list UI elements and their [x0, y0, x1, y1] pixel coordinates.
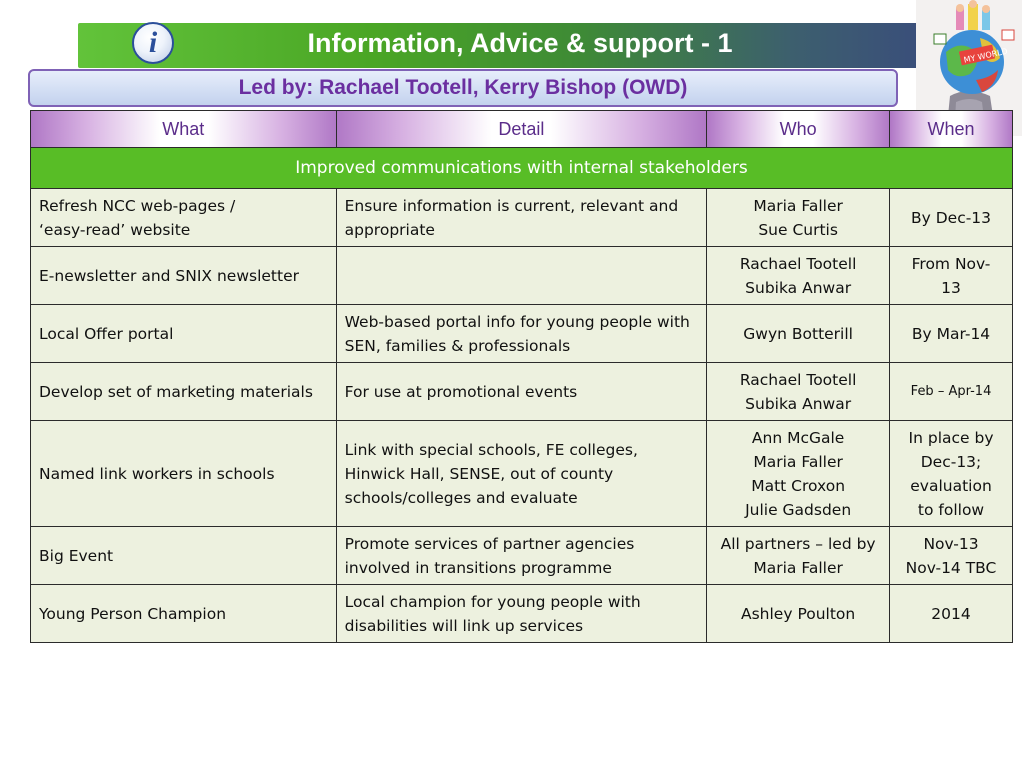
info-icon: i	[132, 22, 174, 64]
cell-who: Rachael Tootell Subika Anwar	[707, 363, 890, 421]
cell-detail: Promote services of partner agencies involved in transitions programme	[336, 527, 707, 585]
cell-detail: For use at promotional events	[336, 363, 707, 421]
cell-what: Refresh NCC web-pages / ‘easy-read’ website	[31, 189, 337, 247]
cell-who: Rachael Tootell Subika Anwar	[707, 247, 890, 305]
cell-detail: Ensure information is current, relevant and appropriate	[336, 189, 707, 247]
action-plan-table	[30, 110, 1013, 643]
cell-when: By Mar-14	[890, 305, 1013, 363]
table-row	[31, 189, 1013, 247]
table-row	[31, 305, 1013, 363]
cell-who: Maria Faller Sue Curtis	[707, 189, 890, 247]
cell-what: Named link workers in schools	[31, 421, 337, 527]
led-by-bar: Led by: Rachael Tootell, Kerry Bishop (OWD)	[28, 69, 898, 107]
cell-when: Feb – Apr-14	[890, 363, 1013, 421]
table-row	[31, 527, 1013, 585]
column-header-what: What	[31, 111, 337, 148]
column-header-when: When	[890, 111, 1013, 148]
section-title: Improved communications with internal stakeholders	[31, 148, 1013, 189]
table-row	[31, 247, 1013, 305]
cell-what: Big Event	[31, 527, 337, 585]
cell-what: E-newsletter and SNIX newsletter	[31, 247, 337, 305]
globe-caption: MY WORLD	[962, 46, 1009, 65]
cell-what: Local Offer portal	[31, 305, 337, 363]
table-row	[31, 585, 1013, 643]
cell-who: Gwyn Botterill	[707, 305, 890, 363]
cell-detail	[336, 247, 707, 305]
cell-what: Young Person Champion	[31, 585, 337, 643]
cell-when: 2014	[890, 585, 1013, 643]
column-header-who: Who	[707, 111, 890, 148]
cell-detail: Web-based portal info for young people with SEN, families & professionals	[336, 305, 707, 363]
table-row	[31, 421, 1013, 527]
cell-who: All partners – led by Maria Faller	[707, 527, 890, 585]
table-header-row	[31, 111, 1013, 148]
cell-when: By Dec-13	[890, 189, 1013, 247]
cell-detail: Local champion for young people with disabilities will link up services	[336, 585, 707, 643]
cell-detail: Link with special schools, FE colleges, Hinwick Hall, SENSE, out of county schools/colleges and evaluate	[336, 421, 707, 527]
column-header-detail: Detail	[336, 111, 707, 148]
cell-who: Ashley Poulton	[707, 585, 890, 643]
cell-when: Nov-13 Nov-14 TBC	[890, 527, 1013, 585]
table-row	[31, 363, 1013, 421]
cell-who: Ann McGale Maria Faller Matt Croxon Julie Gadsden	[707, 421, 890, 527]
cell-when: In place by Dec-13; evaluation to follow	[890, 421, 1013, 527]
cell-when: From Nov- 13	[890, 247, 1013, 305]
cell-what: Develop set of marketing materials	[31, 363, 337, 421]
page-title: Information, Advice & support - 1	[307, 28, 733, 58]
section-header-row	[31, 148, 1013, 189]
